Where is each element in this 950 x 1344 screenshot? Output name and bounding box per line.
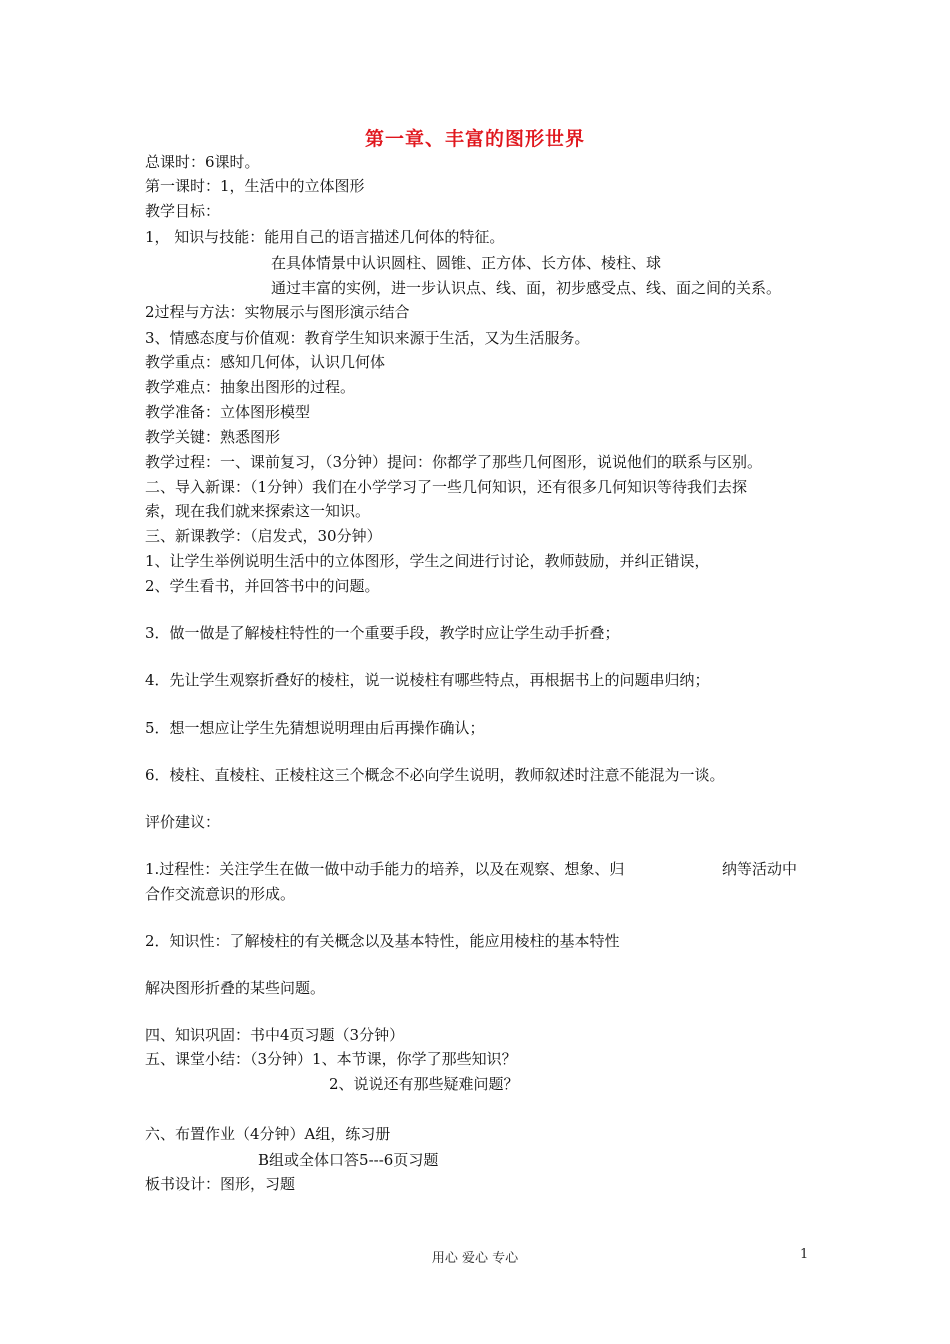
- evaluation-heading: 评价建议：: [145, 813, 221, 831]
- teaching-step-1: 1、让学生举例说明生活中的立体图形，学生之间进行讨论，教师鼓励，并纠正错误，: [145, 552, 710, 570]
- teaching-difficulty: 教学难点：抽象出图形的过程。: [145, 378, 356, 396]
- homework-b: B组或全体口答5---6页习题: [258, 1151, 439, 1169]
- page-number: 1: [800, 1247, 809, 1262]
- evaluation-process-end: 纳等活动中: [722, 860, 798, 878]
- new-lesson-intro-cont: 索，现在我们就来探索这一知识。: [145, 502, 371, 520]
- total-hours-line: 总课时：6课时。: [145, 153, 260, 171]
- consolidation: 四、知识巩固：书中4页习题（3分钟）: [145, 1026, 405, 1044]
- homework: 六、布置作业（4分钟）A组，练习册: [145, 1125, 391, 1143]
- objective-attitude: 3、情感态度与价值观：教育学生知识来源于生活，又为生活服务。: [145, 329, 590, 347]
- summary-cont: 2、说说还有那些疑难问题？: [329, 1075, 519, 1093]
- summary: 五、课堂小结：（3分钟）1、本节课，你学了那些知识？: [145, 1050, 517, 1068]
- teaching-process-review: 教学过程：一、课前复习，（3分钟）提问：你都学了那些几何图形，说说他们的联系与区别。: [145, 453, 763, 471]
- objectives-heading: 教学目标：: [145, 202, 221, 220]
- footer-motto: 用心 爱心 专心: [431, 1251, 519, 1266]
- teaching-step-6: 6．棱柱、直棱柱、正棱柱这三个概念不必向学生说明，教师叙述时注意不能混为一谈。: [145, 766, 725, 784]
- teaching-step-5: 5．想一想应让学生先猜想说明理由后再操作确认；: [145, 719, 485, 737]
- lesson-one-line: 第一课时：1，生活中的立体图形: [145, 177, 365, 195]
- teaching-preparation: 教学准备：立体图形模型: [145, 403, 311, 421]
- evaluation-knowledge: 2．知识性：了解棱柱的有关概念以及基本特性，能应用棱柱的基本特性: [145, 932, 620, 950]
- objective-knowledge-detail-1: 在具体情景中认识圆柱、圆锥、正方体、长方体、棱柱、球: [271, 254, 662, 272]
- teaching-step-2: 2、学生看书，并回答书中的问题。: [145, 577, 380, 595]
- objective-knowledge: 1， 知识与技能：能用自己的语言描述几何体的特征。: [145, 228, 505, 246]
- chapter-title: 第一章、丰富的图形世界: [364, 128, 585, 150]
- evaluation-process-cont: 合作交流意识的形成。: [145, 885, 296, 903]
- teaching-key: 教学关键：熟悉图形: [145, 428, 281, 446]
- teaching-focus: 教学重点：感知几何体，认识几何体: [145, 353, 386, 371]
- teaching-step-4: 4．先让学生观察折叠好的棱柱，说一说棱柱有哪些特点，再根据书上的问题串归纳；: [145, 671, 710, 689]
- new-lesson-teaching: 三、新课教学：（启发式，30分钟）: [145, 527, 382, 545]
- new-lesson-intro: 二、导入新课：（1分钟）我们在小学学习了一些几何知识，还有很多几何知识等待我们去探: [145, 478, 748, 496]
- teaching-step-3: 3．做一做是了解棱柱特性的一个重要手段，教学时应让学生动手折叠；: [145, 624, 620, 642]
- objective-knowledge-detail-2: 通过丰富的实例，进一步认识点、线、面，初步感受点、线、面之间的关系。: [271, 279, 782, 297]
- board-design: 板书设计：图形，习题: [145, 1175, 296, 1193]
- evaluation-knowledge-cont: 解决图形折叠的某些问题。: [145, 979, 326, 997]
- objective-process: 2过程与方法：实物展示与图形演示结合: [145, 303, 410, 321]
- evaluation-process: 1.过程性：关注学生在做一做中动手能力的培养，以及在观察、想象、归: [145, 860, 625, 878]
